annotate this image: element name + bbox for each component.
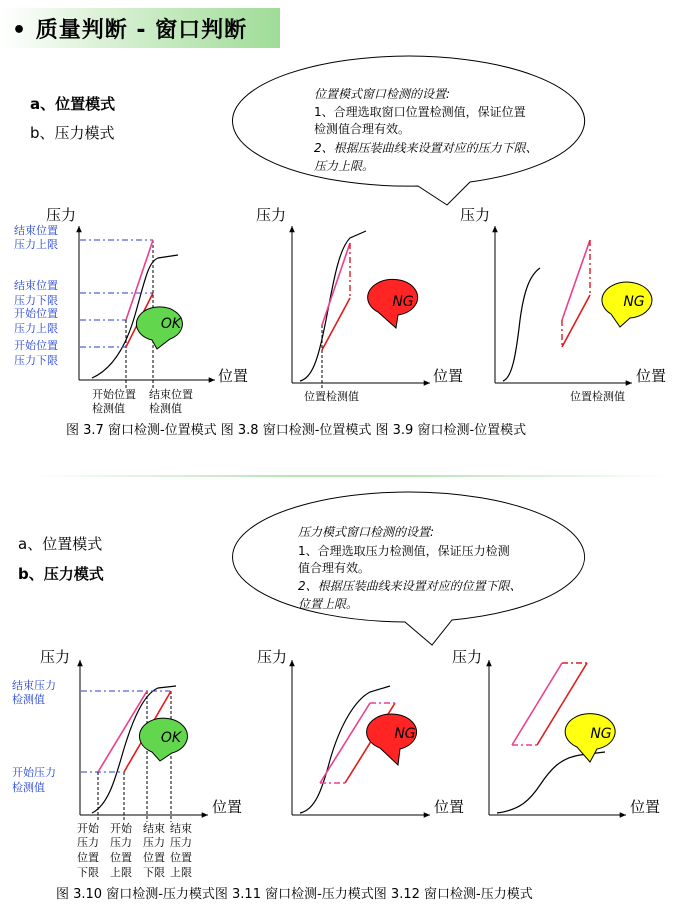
xl-0: 开始 <box>77 822 99 835</box>
label-end-detect: 结束位置 <box>149 388 193 401</box>
xl-9: 压力 <box>143 836 165 849</box>
press-curve <box>300 686 390 813</box>
figure-3-8 <box>256 206 463 403</box>
y-axis-label: 压力 <box>257 648 288 666</box>
top-mode-a: a、位置模式 <box>30 95 116 113</box>
ng-badge-text: NG <box>392 294 414 310</box>
y-limit-labels <box>14 223 58 367</box>
window-left-limit <box>320 703 370 783</box>
label-end-pressure: 结束压力 <box>12 679 56 692</box>
ng-badge-text: NG <box>590 726 612 742</box>
xl-14: 位置 <box>170 851 192 864</box>
top-callout-line-4: 2、根据压装曲线来设置对应的压力下限、 <box>314 141 538 155</box>
x-axis-label: 位置 <box>630 798 661 816</box>
top-callout-line-5: 压力上限。 <box>314 159 375 173</box>
xl-5: 压力 <box>110 836 132 849</box>
top-callout-line-3: 检测值合理有效。 <box>314 122 411 136</box>
bottom-caption: 图 3.10 窗口检测-压力模式图 3.11 窗口检测-压力模式图 3.12 窗口检测-压力模式 <box>56 887 533 902</box>
x-detect-label: 位置检测值 <box>304 390 359 403</box>
xl-3: 下限 <box>77 866 99 879</box>
title-bullet: • <box>12 18 28 43</box>
xl-1: 压力 <box>77 836 99 849</box>
bottom-callout-line-4: 2、根据压装曲线来设置对应的位置下限、 <box>298 579 522 593</box>
y-axis-label: 压力 <box>460 206 491 224</box>
label-end-pos-2: 结束位置 <box>14 279 58 292</box>
window-upper-limit <box>322 243 350 325</box>
bottom-mode-a: a、位置模式 <box>18 535 103 553</box>
label-start-pos: 开始位置 <box>14 307 58 320</box>
bottom-callout-bubble <box>233 492 585 645</box>
top-caption: 图 3.7 窗口检测-位置模式 图 3.8 窗口检测-位置模式 图 3.9 窗口检测-位置模式 <box>66 423 527 438</box>
xl-10: 位置 <box>143 851 165 864</box>
y-axis-label: 压力 <box>46 206 77 224</box>
figure-3-9 <box>460 206 666 403</box>
title-text: 质量判断 - 窗口判断 <box>35 18 248 43</box>
figure-3-12 <box>452 648 660 816</box>
figure-3-10 <box>12 648 242 879</box>
y-axis-label: 压力 <box>40 648 71 666</box>
window-lower-limit <box>322 298 350 350</box>
xl-12: 结束 <box>170 822 192 835</box>
xl-15: 上限 <box>170 866 192 879</box>
y-limit-labels <box>12 678 56 794</box>
label-start-detect: 开始位置 <box>92 388 136 401</box>
xl-2: 位置 <box>77 851 99 864</box>
window-left-limit <box>512 663 562 745</box>
label-start-pressure: 开始压力 <box>12 766 56 779</box>
bottom-callout-line-3: 值合理有效。 <box>298 561 371 575</box>
ok-badge-text: OK <box>160 730 182 746</box>
x-axis-label: 位置 <box>218 367 249 385</box>
y-axis-label: 压力 <box>452 648 483 666</box>
ng-badge-text: NG <box>623 294 645 310</box>
x-detect-labels <box>92 387 193 415</box>
window-upper-limit <box>126 240 153 320</box>
x-axis-label: 位置 <box>433 367 464 385</box>
x-axis-label: 位置 <box>636 367 667 385</box>
label-end-pos: 结束位置 <box>14 224 58 237</box>
press-curve <box>300 231 366 381</box>
label-start-pressure-2: 检测值 <box>12 781 45 794</box>
xl-13: 压力 <box>170 836 192 849</box>
window-upper-limit <box>562 240 590 320</box>
press-curve <box>503 268 540 381</box>
bottom-callout-line-5: 位置上限。 <box>298 597 359 611</box>
window-lower-limit <box>562 295 590 347</box>
x-detect-label: 位置检测值 <box>570 390 625 403</box>
x-axis-label: 位置 <box>212 798 243 816</box>
x-axis-label: 位置 <box>434 798 465 816</box>
ng-badge-text: NG <box>394 726 416 742</box>
top-callout-line-2: 1、合理选取窗口位置检测值，保证位置 <box>314 105 526 119</box>
xl-11: 下限 <box>143 866 165 879</box>
top-mode-b: b、压力模式 <box>30 124 115 142</box>
top-callout-line-1: 位置模式窗口检测的设置: <box>314 87 451 101</box>
bottom-callout-line-2: 1、合理选取压力检测值，保证压力检测 <box>298 544 510 558</box>
label-start-detect-2: 检测值 <box>92 402 125 415</box>
figure-3-11 <box>257 648 464 816</box>
xl-4: 开始 <box>110 822 132 835</box>
y-axis-label: 压力 <box>256 206 287 224</box>
label-lower-2: 压力下限 <box>14 354 58 367</box>
label-end-pressure-2: 检测值 <box>12 693 45 706</box>
bottom-callout-line-1: 压力模式窗口检测的设置: <box>298 525 435 539</box>
label-upper: 压力上限 <box>14 238 58 251</box>
xl-7: 上限 <box>110 866 132 879</box>
label-start-pos-2: 开始位置 <box>14 339 58 352</box>
bottom-mode-b: b、压力模式 <box>18 565 104 583</box>
label-end-detect-2: 检测值 <box>149 402 182 415</box>
xl-8: 结束 <box>143 822 165 835</box>
x-limit-labels <box>77 821 192 879</box>
xl-6: 位置 <box>110 851 132 864</box>
figure-3-7 <box>14 206 248 415</box>
label-upper-2: 压力上限 <box>14 322 58 335</box>
ok-badge-text: OK <box>160 316 182 332</box>
label-lower: 压力下限 <box>14 294 58 307</box>
